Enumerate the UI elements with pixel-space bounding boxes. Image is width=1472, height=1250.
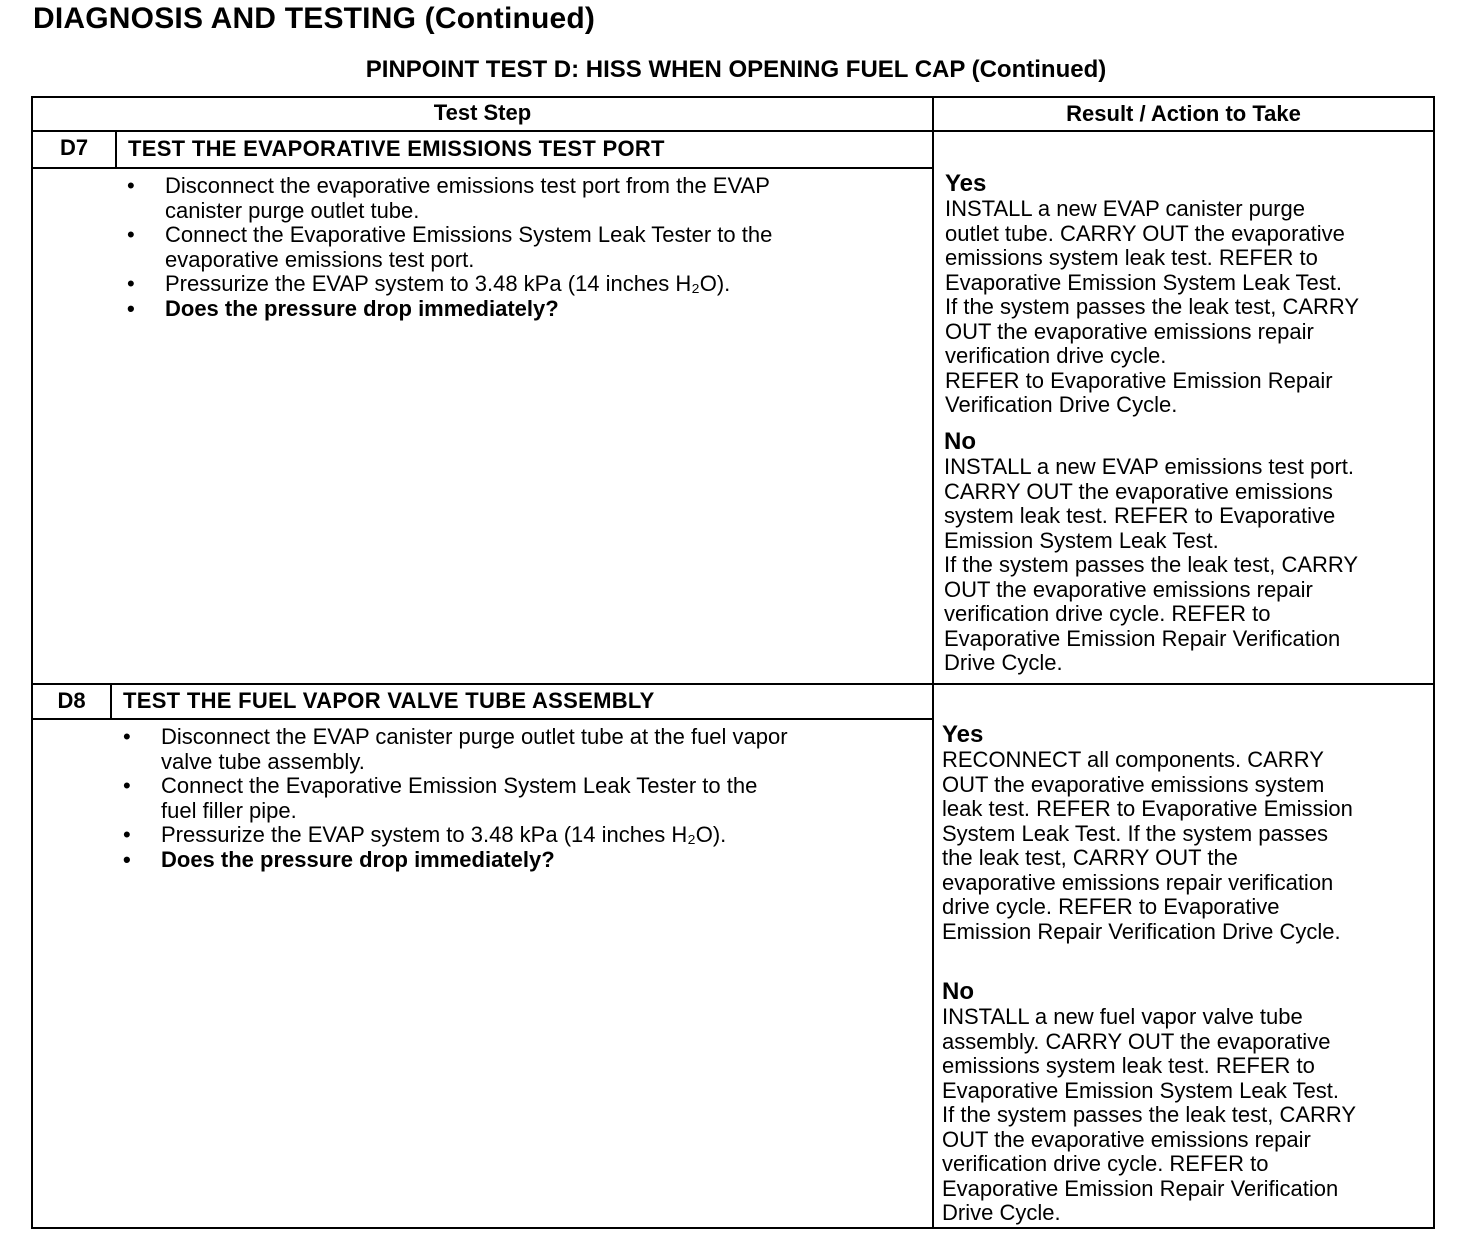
instruction-item: • Pressurize the EVAP system to 3.48 kPa (14 inches H₂O). (127, 272, 927, 297)
pinpoint-test-table (31, 96, 1435, 1229)
result-line: CARRY OUT the evaporative emissions (944, 478, 1333, 504)
result-line: Evaporative Emission System Leak Test. (945, 269, 1342, 295)
result-line: INSTALL a new EVAP canister purge (945, 196, 1305, 221)
result-line: If the system passes the leak test, CARRY (944, 552, 1359, 577)
result-line: Drive Cycle. (942, 1200, 1061, 1225)
instruction-item: • Pressurize the EVAP system to 3.48 kPa (14 inches H₂O). (123, 823, 928, 848)
result-line: emissions system leak test. REFER to (942, 1053, 1315, 1078)
result-line: Evaporative Emission System Leak Test. (942, 1077, 1339, 1103)
result-line: INSTALL a new fuel vapor valve tube (942, 1004, 1303, 1029)
column-header-test-step: Test Step (433, 100, 532, 125)
result-line: Evaporative Emission Repair Verification (942, 1175, 1339, 1201)
d8-id-divider (110, 683, 112, 720)
result-line: System Leak Test. If the system passes (942, 820, 1328, 846)
result-line: verification drive cycle. REFER to (944, 601, 1271, 626)
result-line: emissions system leak test. REFER to (945, 245, 1318, 270)
instruction-item: • Connect the Evaporative Emissions System Leak Tester to the evaporative emissions test port. (127, 223, 927, 272)
result-line: evaporative emissions repair verification (942, 869, 1334, 895)
step-instructions-d7 (127, 174, 927, 321)
result-line: assembly. CARRY OUT the evaporative (942, 1028, 1331, 1054)
result-line: Evaporative Emission Repair Verification (944, 625, 1341, 651)
result-line: leak test. REFER to Evaporative Emission (942, 796, 1353, 821)
result-line: OUT the evaporative emissions repair (945, 318, 1314, 344)
result-no-label: No (944, 428, 976, 455)
d7-id-divider (115, 130, 117, 169)
result-line: system leak test. REFER to Evaporative (944, 503, 1336, 528)
result-yes-label: Yes (942, 721, 984, 748)
step-id-d7: D7 (59, 135, 89, 160)
step-instructions-d8 (123, 725, 928, 872)
instruction-item: • Disconnect the EVAP canister purge outlet tube at the fuel vapor valve tube assembly. (123, 725, 928, 774)
result-line: If the system passes the leak test, CARRY (945, 294, 1360, 319)
column-divider (932, 98, 934, 1227)
result-line: verification drive cycle. (945, 343, 1167, 368)
result-line: OUT the evaporative emissions repair (942, 1126, 1311, 1152)
step-id-d8: D8 (57, 688, 86, 713)
result-line: OUT the evaporative emissions repair (944, 576, 1313, 602)
result-line: Verification Drive Cycle. (945, 392, 1178, 417)
instruction-question: • Does the pressure drop immediately? (127, 297, 927, 322)
table-title: PINPOINT TEST D: HISS WHEN OPENING FUEL CAP (Continued) (365, 56, 1107, 83)
instruction-item: • Connect the Evaporative Emission System Leak Tester to the fuel filler pipe. (123, 774, 928, 823)
result-line: REFER to Evaporative Emission Repair (945, 367, 1333, 393)
result-line: the leak test, CARRY OUT the (942, 845, 1238, 870)
result-line: outlet tube. CARRY OUT the evaporative (945, 220, 1345, 246)
result-line: If the system passes the leak test, CARRY (942, 1102, 1357, 1127)
result-no-d7 (944, 429, 1358, 676)
result-line: Emission Repair Verification Drive Cycle. (942, 918, 1341, 944)
step-divider (33, 683, 1433, 685)
result-line: Drive Cycle. (944, 650, 1063, 675)
result-yes-d8 (942, 722, 1353, 944)
result-yes-d7 (945, 171, 1359, 418)
result-line: Emission System Leak Test. (944, 527, 1219, 553)
result-line: OUT the evaporative emissions system (942, 771, 1325, 797)
instruction-item: • Disconnect the evaporative emissions test port from the EVAP canister purge outlet tube. (127, 174, 927, 223)
step-title-d7: TEST THE EVAPORATIVE EMISSIONS TEST PORT (128, 136, 665, 161)
d8-title-divider (33, 718, 932, 720)
result-no-label: No (942, 978, 974, 1005)
result-no-d8 (942, 979, 1356, 1226)
result-yes-label: Yes (945, 170, 987, 197)
column-header-result: Result / Action to Take (1066, 101, 1301, 126)
result-line: verification drive cycle. REFER to (942, 1151, 1269, 1176)
header-divider (33, 130, 1433, 132)
d7-title-divider (33, 167, 932, 169)
instruction-question: • Does the pressure drop immediately? (123, 848, 928, 873)
result-line: INSTALL a new EVAP emissions test port. (944, 454, 1355, 479)
result-line: RECONNECT all components. CARRY (942, 747, 1324, 772)
step-title-d8: TEST THE FUEL VAPOR VALVE TUBE ASSEMBLY (123, 688, 655, 713)
result-line: drive cycle. REFER to Evaporative (942, 894, 1280, 919)
page-title: DIAGNOSIS AND TESTING (Continued) (33, 2, 596, 35)
